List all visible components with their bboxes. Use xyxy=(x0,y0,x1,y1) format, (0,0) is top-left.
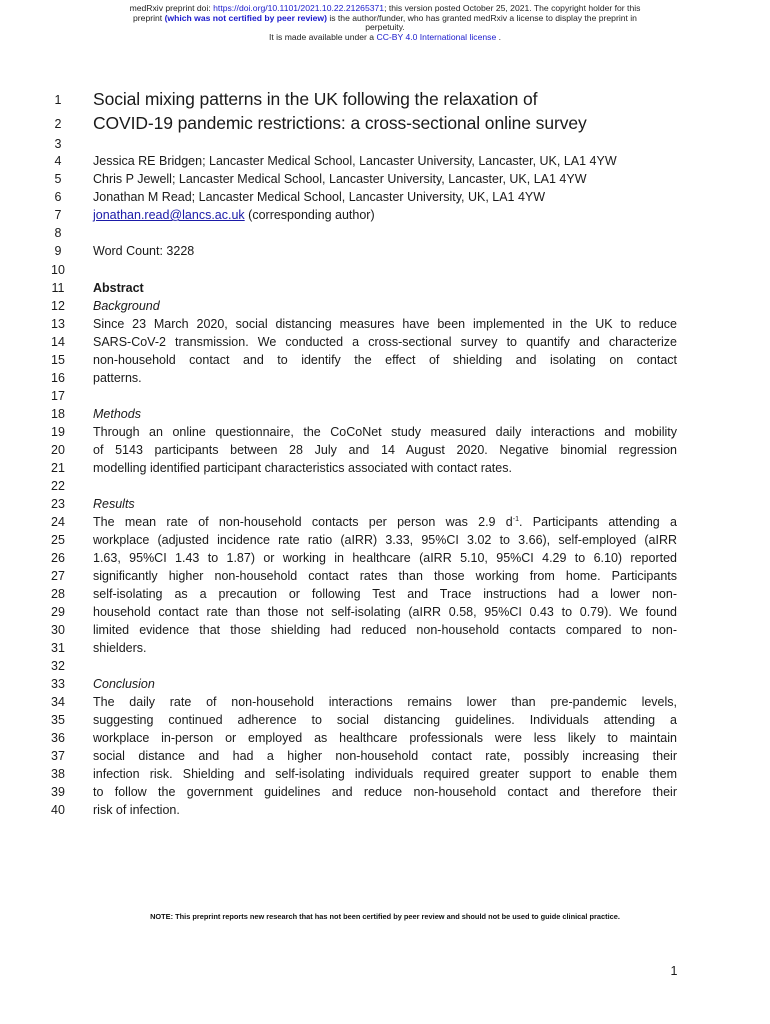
abstract-text-line: self-isolating as a precaution or following Test and Trace instructions had a lower non- xyxy=(93,587,677,601)
results-text-part: The mean rate of non-household contacts per person was 2.9 d xyxy=(93,515,513,529)
per-day-superscript: -1 xyxy=(512,515,519,523)
abstract-text-line: modelling identified participant characteristics associated with contact rates. xyxy=(93,461,512,475)
line-number: 20 xyxy=(51,443,65,457)
line-number: 21 xyxy=(51,461,65,475)
page-number: 1 xyxy=(670,964,678,978)
author-jewell: Chris P Jewell; Lancaster Medical School, Lancaster University, Lancaster, UK, LA1 4YW xyxy=(93,172,587,186)
conclusion-heading: Conclusion xyxy=(93,677,155,691)
preprint-header-line3: perpetuity. xyxy=(365,22,405,32)
abstract-text-line: Since 23 March 2020, social distancing measures have been implemented in the UK to reduce xyxy=(93,317,677,331)
abstract-text-line: SARS-CoV-2 transmission. We conducted a cross-sectional survey to quantify and characterize xyxy=(93,335,677,349)
abstract-text-line: Through an online questionnaire, the CoCoNet study measured daily interactions and mobility xyxy=(93,425,677,439)
line-number: 14 xyxy=(51,335,65,349)
abstract-text-line: 1.63, 95%CI 1.43 to 1.87) or working in healthcare (aIRR 5.10, 95%CI 4.29 to 6.10) reported xyxy=(93,551,677,565)
line-number: 37 xyxy=(51,749,65,763)
license-link[interactable]: CC-BY 4.0 International license xyxy=(376,31,497,42)
abstract-text-line: of 5143 participants between 28 July and 14 August 2020. Negative binomial regression xyxy=(93,443,677,457)
abstract-text-line: risk of infection. xyxy=(93,803,180,817)
results-text-part: . Participants attending a xyxy=(518,515,677,529)
header-doi-prefix: medRxiv preprint doi: xyxy=(129,3,214,13)
line-number: 40 xyxy=(51,803,65,817)
header-license-grant: is the author/funder, who has granted medRxiv a license to display the preprint in xyxy=(326,12,637,23)
abstract-text-line: limited evidence that those shielding had reduced non-household contacts compared to non- xyxy=(93,623,677,637)
line-number: 22 xyxy=(51,479,65,493)
line-number: 30 xyxy=(51,623,65,637)
abstract-text-line xyxy=(93,515,677,529)
corresponding-label: (corresponding author) xyxy=(244,208,375,222)
peer-review-footer-note: NOTE: This preprint reports new research that has not been certified by peer review and should not be used to guide clinical practice. xyxy=(150,912,620,921)
results-heading: Results xyxy=(93,497,135,511)
line-number: 15 xyxy=(51,353,65,367)
line-number: 9 xyxy=(54,244,62,258)
abstract-text-line: workplace in-person or employed as healthcare professionals were less likely to maintain xyxy=(93,731,677,745)
header-preprint-word: preprint xyxy=(133,12,165,23)
doi-link[interactable]: https://doi.org/10.1101/2021.10.22.21265371 xyxy=(213,3,385,13)
preprint-header-line4 xyxy=(0,33,770,43)
line-number: 5 xyxy=(54,172,62,186)
abstract-text-line: household contact rate than those not self-isolating (aIRR 0.58, 95%CI 0.43 to 0.79). We found xyxy=(93,605,677,619)
line-number: 7 xyxy=(54,208,62,222)
line-number: 13 xyxy=(51,317,65,331)
abstract-text-line: workplace (adjusted incidence rate ratio (aIRR) 3.33, 95%CI 3.02 to 3.66), self-employed (aIRR xyxy=(93,533,677,547)
abstract-text-line: significantly higher non-household contact rates than those working from home. Participants xyxy=(93,569,677,583)
line-number: 25 xyxy=(51,533,65,547)
line-number: 34 xyxy=(51,695,65,709)
line-number: 17 xyxy=(51,389,65,403)
line-number: 8 xyxy=(54,226,62,240)
line-number: 6 xyxy=(54,190,62,204)
line-number: 23 xyxy=(51,497,65,511)
line-number: 36 xyxy=(51,731,65,745)
line-number: 38 xyxy=(51,767,65,781)
line-number: 33 xyxy=(51,677,65,691)
line-number: 39 xyxy=(51,785,65,799)
line-number: 1 xyxy=(54,93,62,107)
author-read: Jonathan M Read; Lancaster Medical School, Lancaster University, UK, LA1 4YW xyxy=(93,190,546,204)
abstract-text-line: to follow the government guidelines and reduce non-household contact and therefore their xyxy=(93,785,677,799)
line-number: 24 xyxy=(51,515,65,529)
line-number: 18 xyxy=(51,407,65,421)
paper-title-line1: Social mixing patterns in the UK following the relaxation of xyxy=(93,89,538,109)
corresponding-author xyxy=(93,208,677,222)
header-period: . xyxy=(496,31,502,42)
paper-title-line2: COVID-19 pandemic restrictions: a cross-sectional online survey xyxy=(93,113,587,133)
abstract-text-line: The daily rate of non-household interactions remains lower than pre-pandemic levels, xyxy=(93,695,677,709)
line-number: 19 xyxy=(51,425,65,439)
abstract-text-line: shielders. xyxy=(93,641,147,655)
line-number: 11 xyxy=(51,281,65,295)
header-version-text: ; this version posted October 25, 2021. The copyright holder for this xyxy=(384,3,641,13)
line-number: 2 xyxy=(54,117,62,131)
email-link[interactable]: jonathan.read@lancs.ac.uk xyxy=(93,208,245,222)
line-number: 29 xyxy=(51,605,65,619)
abstract-text-line: patterns. xyxy=(93,371,142,385)
line-number: 27 xyxy=(51,569,65,583)
abstract-text-line: suggesting continued adherence to social distancing guidelines. Individuals attending a xyxy=(93,713,677,727)
line-number: 10 xyxy=(51,263,65,277)
methods-heading: Methods xyxy=(93,407,141,421)
line-number: 32 xyxy=(51,659,65,673)
header-available-text: It is made available under a xyxy=(268,31,377,42)
abstract-text-line: non-household contact and to identify the effect of shielding and isolating on contact xyxy=(93,353,677,367)
abstract-text-line: social distance and had a higher non-household contact rate, possibly increasing their xyxy=(93,749,677,763)
abstract-heading: Abstract xyxy=(93,281,144,295)
line-number: 16 xyxy=(51,371,65,385)
line-number: 31 xyxy=(51,641,65,655)
word-count: Word Count: 3228 xyxy=(93,244,195,258)
line-number: 26 xyxy=(51,551,65,565)
line-number: 4 xyxy=(54,154,62,168)
author-bridgen: Jessica RE Bridgen; Lancaster Medical School, Lancaster University, Lancaster, UK, LA1 4YW xyxy=(93,154,617,168)
line-number: 35 xyxy=(51,713,65,727)
abstract-text-line: infection risk. Shielding and self-isolating individuals required greater support to enable them xyxy=(93,767,677,781)
line-number: 28 xyxy=(51,587,65,601)
header-peer-review-note: (which was not certified by peer review) xyxy=(164,12,327,23)
background-heading: Background xyxy=(93,299,160,313)
line-number: 12 xyxy=(51,299,65,313)
line-number: 3 xyxy=(54,137,62,151)
